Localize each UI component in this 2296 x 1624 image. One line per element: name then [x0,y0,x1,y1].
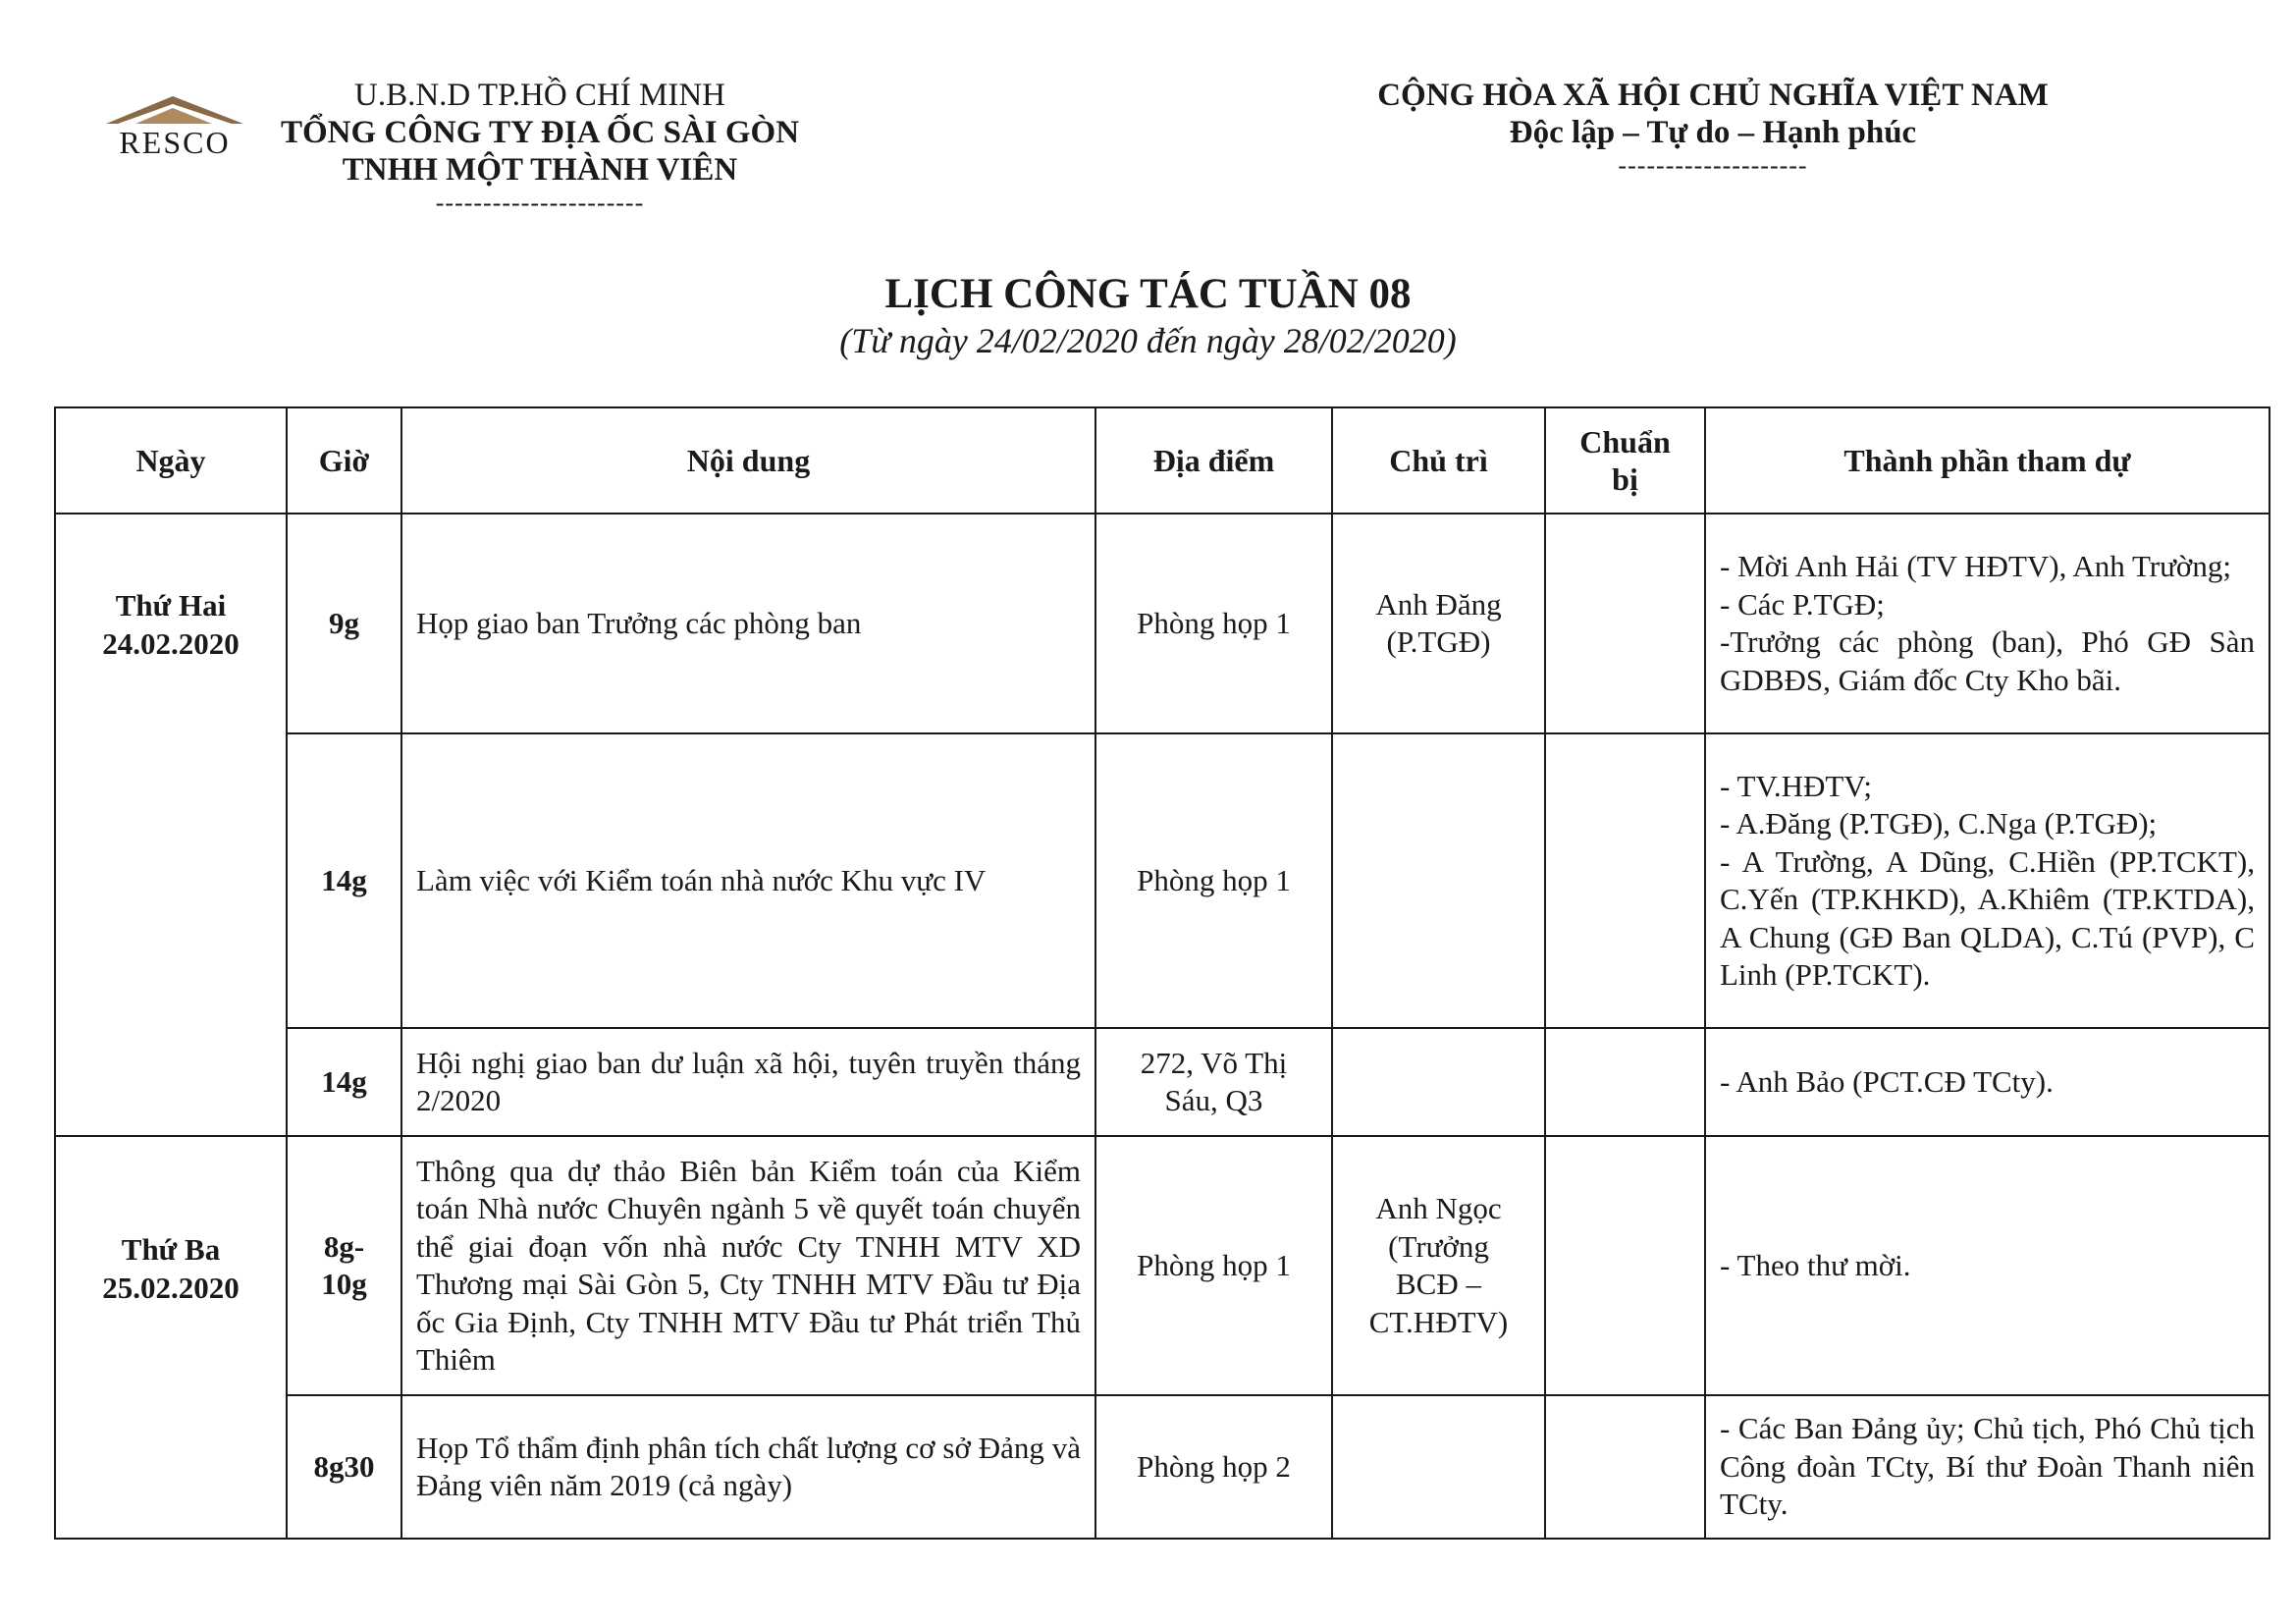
attendees-cell: - Các Ban Đảng ủy; Chủ tịch, Phó Chủ tịch Công đoàn TCty, Bí thư Đoàn Thanh niên TCty. [1705,1395,2269,1539]
header-time: Giờ [287,407,401,514]
day-cell: Thứ Ba 25.02.2020 [55,1136,287,1539]
content-cell: Họp Tổ thẩm định phân tích chất lượng cơ sở Đảng và Đảng viên năm 2019 (cả ngày) [401,1395,1095,1539]
host-cell: Anh Đăng (P.TGĐ) [1332,514,1545,733]
prepare-cell [1545,1395,1705,1539]
attendees-cell: - Mời Anh Hải (TV HĐTV), Anh Trường; - Các P.TGĐ; -Trưởng các phòng (ban), Phó GĐ Sàn GDBĐS, Giám đốc Cty Kho bãi. [1705,514,2269,733]
place-cell: Phòng họp 1 [1095,514,1332,733]
nation-header [1306,77,2120,181]
place-cell: Phòng họp 1 [1095,733,1332,1028]
header-day: Ngày [55,407,287,514]
header-content: Nội dung [401,407,1095,514]
time-cell: 9g [287,514,401,733]
table-row [55,514,2269,733]
time-cell: 14g [287,1028,401,1136]
host-cell [1332,1028,1545,1136]
content-cell: Hội nghị giao ban dư luận xã hội, tuyên truyền tháng 2/2020 [401,1028,1095,1136]
nation-line-1: CỘNG HÒA XÃ HỘI CHỦ NGHĨA VIỆT NAM [1377,78,2049,113]
content-cell: Làm việc với Kiểm toán nhà nước Khu vực IV [401,733,1095,1028]
schedule-table [54,406,2270,1540]
table-row [55,733,2269,1028]
org-line-1: U.B.N.D TP.HỒ CHÍ MINH [353,78,725,113]
attendees-cell: - Theo thư mời. [1705,1136,2269,1395]
attendees-cell: - TV.HĐTV; - A.Đăng (P.TGĐ), C.Nga (P.TGĐ); - A Trường, A Dũng, C.Hiền (PP.TCKT), C.Yến (TP.KHKD), A.Khiêm (TP.KTDA), A Chung (GĐ Ban QLDA), C.Tú (PVP), C Linh (PP.TCKT). [1705,733,2269,1028]
time-cell: 8g30 [287,1395,401,1539]
prepare-cell [1545,1028,1705,1136]
host-cell [1332,733,1545,1028]
prepare-cell [1545,733,1705,1028]
table-header-row [55,407,2269,514]
place-cell: 272, Võ Thị Sáu, Q3 [1095,1028,1332,1136]
document-title: LỊCH CÔNG TÁC TUẦN 08 [884,271,1412,317]
attendees-cell: - Anh Bảo (PCT.CĐ TCty). [1705,1028,2269,1136]
content-cell: Thông qua dự thảo Biên bản Kiểm toán của Kiểm toán Nhà nước Chuyên ngành 5 về quyết toán chuyển thể giai đoạn vốn nhà nước Cty TNHH MTV XD Thương mại Sài Gòn 5, Cty TNHH MTV Đầu tư Địa ốc Gia Định, Cty TNHH MTV Đầu tư Phát triển Thủ Thiêm [401,1136,1095,1395]
nation-separator: -------------------- [1618,151,1808,180]
header-host: Chủ trì [1332,407,1545,514]
header-attendees: Thành phần tham dự [1705,407,2269,514]
resco-logo [96,94,253,163]
place-cell: Phòng họp 1 [1095,1136,1332,1395]
org-line-3: TNHH MỘT THÀNH VIÊN [342,152,738,188]
time-cell: 14g [287,733,401,1028]
table-row [55,1395,2269,1539]
time-cell: 8g- 10g [287,1136,401,1395]
day-cell: Thứ Hai 24.02.2020 [55,514,287,1136]
prepare-cell [1545,514,1705,733]
document-subtitle: (Từ ngày 24/02/2020 đến ngày 28/02/2020) [839,321,1457,360]
host-cell: Anh Ngọc (Trưởng BCĐ – CT.HĐTV) [1332,1136,1545,1395]
host-cell [1332,1395,1545,1539]
header-prepare: Chuẩn bị [1545,407,1705,514]
nation-line-2: Độc lập – Tự do – Hạnh phúc [1509,115,1917,150]
prepare-cell [1545,1136,1705,1395]
table-row [55,1028,2269,1136]
header-place: Địa điểm [1095,407,1332,514]
org-separator: ---------------------- [435,189,645,217]
logo-text: RESCO [119,125,231,160]
organization-header [265,77,815,218]
place-cell: Phòng họp 2 [1095,1395,1332,1539]
table-row [55,1136,2269,1395]
org-line-2: TỔNG CÔNG TY ĐỊA ỐC SÀI GÒN [280,115,800,150]
content-cell: Họp giao ban Trưởng các phòng ban [401,514,1095,733]
